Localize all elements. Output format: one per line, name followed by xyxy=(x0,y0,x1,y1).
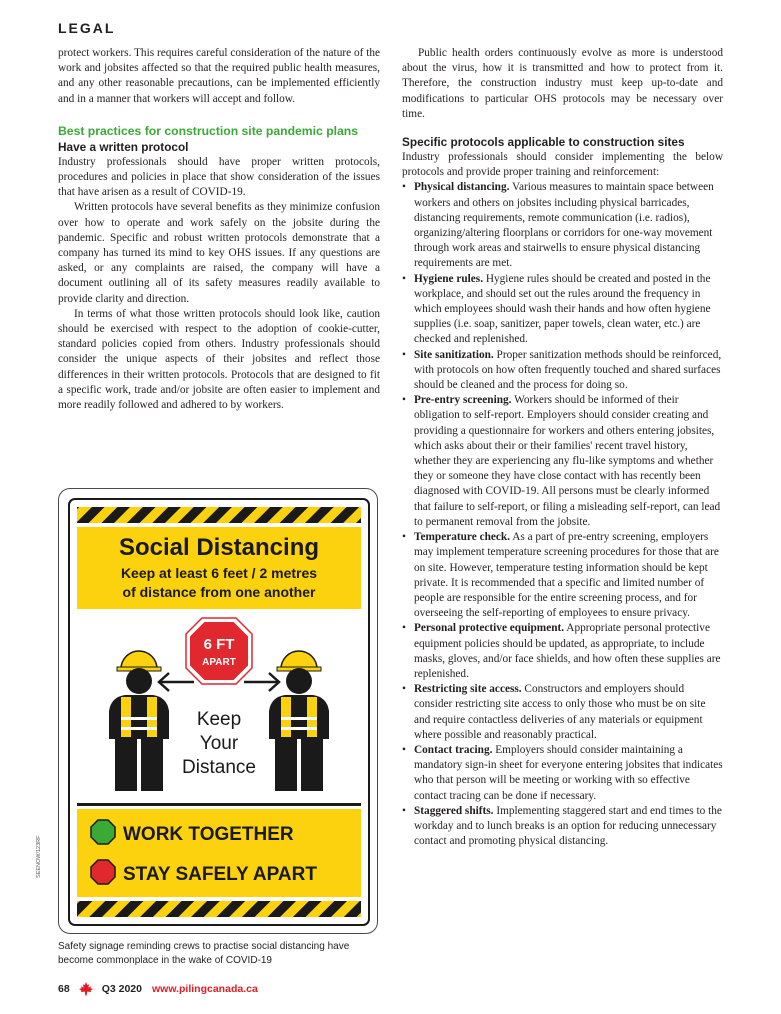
bullet-text: Constructors and employers should consider restricting site access to only those who must be on site and require contactless deliveries of any materials or equipment where possible and reasonably practical. xyxy=(414,683,706,741)
page-footer xyxy=(58,981,258,997)
section-label: LEGAL xyxy=(58,20,116,36)
list-item xyxy=(402,804,723,850)
bullet-text: Proper sanitization methods should be reinforced, with protocols on how often frequently touched and shared surfaces should be cleaned and the process for doing so. xyxy=(414,348,722,392)
badge-top: 6 FT xyxy=(203,636,235,653)
left-paragraph-1: Industry professionals should have proper written protocols, procedures and policies in place that show consideration of the issues that have arisen as a result of COVID-19. xyxy=(58,155,380,199)
sign-line-1: Keep at least 6 feet / 2 metres xyxy=(120,565,318,581)
green-octagon-icon xyxy=(91,820,115,844)
distance-text: Distance xyxy=(182,757,256,778)
list-item xyxy=(402,393,723,530)
badge-bottom: APART xyxy=(202,657,236,668)
list-item xyxy=(402,621,723,682)
right-column xyxy=(402,46,723,849)
list-item xyxy=(402,348,723,394)
stay-apart-text: STAY SAFELY APART xyxy=(123,864,317,885)
sign-line-2: of distance from one another xyxy=(122,584,316,600)
subheading-written-protocol: Have a written protocol xyxy=(58,139,189,154)
bullet-term: Physical distancing. xyxy=(414,181,510,194)
social-distancing-sign xyxy=(58,488,378,934)
right-intro: Public health orders continuously evolve as more is understood about the virus, how it is transmitted and how to protect from it. Therefore, the construction industry must keep up-to-date and modifications to particular OHS protocols may be necessary over time. xyxy=(402,47,723,120)
bullet-term: Restricting site access. xyxy=(414,683,522,696)
bullet-term: Contact tracing. xyxy=(414,743,493,756)
hazard-stripe-bottom xyxy=(77,901,361,917)
bullet-text: Workers should be informed of their obligation to self-report. Employers should consider creating and providing a questionnaire for workers and others entering jobsites, which asks about their or their families' recent travel history, whether they are experiencing any flu-like symptoms and whether they or someone they have close contact with has recently been diagnosed with COVID-19. All persons must be clearly informed that failure to self-report, or filing a misleading self-report, can lead to permanent removal from the jobsite. xyxy=(414,394,721,528)
sign-title: Social Distancing xyxy=(118,534,320,561)
left-column xyxy=(58,46,380,413)
sign-divider xyxy=(77,803,361,806)
maple-leaf-icon xyxy=(78,981,94,997)
bullet-text: Various measures to maintain space between workers and others on jobsites including physical barricades, distancing requirements, remote communication (i.e. radios), organizing/altering floorplans or corridors for one-way movement through work areas and stairwells to ensure physical distancing requirements are met. xyxy=(414,181,714,270)
sign-illustration xyxy=(59,489,378,934)
work-together-text: WORK TOGETHER xyxy=(123,824,294,845)
page-number: 68 xyxy=(58,983,70,995)
bullet-term: Temperature check. xyxy=(414,531,511,544)
subheading-specific-protocols: Specific protocols applicable to construction sites xyxy=(402,135,685,150)
protocol-list xyxy=(402,180,723,849)
right-lead: Industry professionals should consider implementing the below protocols and provide proper training and reinforcement: xyxy=(402,151,723,179)
list-item xyxy=(402,272,723,348)
hazard-stripe-top xyxy=(77,507,361,523)
keep-text: Keep xyxy=(196,709,242,730)
list-item xyxy=(402,743,723,804)
red-octagon-icon xyxy=(91,860,115,884)
left-paragraph-2: Written protocols have several benefits as they minimize confusion over how to operate and work safely on the jobsite during the pandemic. Specific and robust written protocols demonstrate that a company has turned its mind to key OHS issues. If any questions are asked, or any complaints are raised, the company will have a document outlining all of its safety measures readily available to provide clarity and direction. xyxy=(58,201,380,305)
bullet-text: Implementing staggered start and end times to the workday and to lunch breaks is an option for reducing unnecessary contact and promoting physical distancing. xyxy=(414,804,722,848)
bullet-term: Personal protective equipment. xyxy=(414,622,565,635)
bullet-term: Site sanitization. xyxy=(414,348,494,361)
bullet-text: Appropriate personal protective equipment policies should be updated, as appropriate, to include masks, gloves, and/or face shields, and how often these supplies are replenished. xyxy=(414,622,721,680)
section-heading: Best practices for construction site pandemic plans xyxy=(58,123,359,138)
image-caption: Safety signage reminding crews to practise social distancing have become commonplace in the wake of COVID-19 xyxy=(58,941,350,966)
left-intro: protect workers. This requires careful consideration of the nature of the work and jobsites affected so that the required public health measures, and any other reasonable precautions, can be implemented efficiently and in a manner that workers will accept and follow. xyxy=(58,47,380,105)
left-paragraph-3: In terms of what those written protocols should look like, caution should be exercised with respect to the adoption of cookie-cutter, standard policies copied from others. Industry professionals should consider the unique aspects of their jobsites and reflect those differences in their written protocols. Protocols that are designed to fit a specific work, trade and/or jobsite are often easier to implement and more readily followed and adhered to by workers. xyxy=(58,307,380,412)
photo-credit: SEENOW/123RF xyxy=(36,835,42,878)
bullet-text: Hygiene rules should be created and posted in the workplace, and should set out the rules around the frequency in which employees should wash their hands and how often hygiene supplies (i.e. soap, sanitizer, paper towels, clean water, etc.) are checked and replenished. xyxy=(414,272,711,346)
bullet-term: Staggered shifts. xyxy=(414,804,494,817)
website-link[interactable]: www.pilingcanada.ca xyxy=(151,983,258,995)
list-item xyxy=(402,682,723,743)
bullet-term: Hygiene rules. xyxy=(414,272,484,285)
list-item xyxy=(402,530,723,621)
bullet-term: Pre-entry screening. xyxy=(414,394,512,407)
your-text: Your xyxy=(199,733,239,754)
bullet-text: As a part of pre-entry screening, employers may implement temperature screening procedures for those that are on site. However, temperature testing information should be kept private. It is recommended that a specific and limited number of people are responsible for the entire screening process, and for overseeing the self-reporting of employees to ensure privacy. xyxy=(414,531,719,620)
bullet-text: Employers should consider maintaining a mandatory sign-in sheet for everyone entering jobsites that indicates who that person will be meeting or working with so effective contact tracing can be done if necessary. xyxy=(414,743,723,802)
issue-date: Q3 2020 xyxy=(101,983,142,995)
list-item xyxy=(402,180,723,271)
